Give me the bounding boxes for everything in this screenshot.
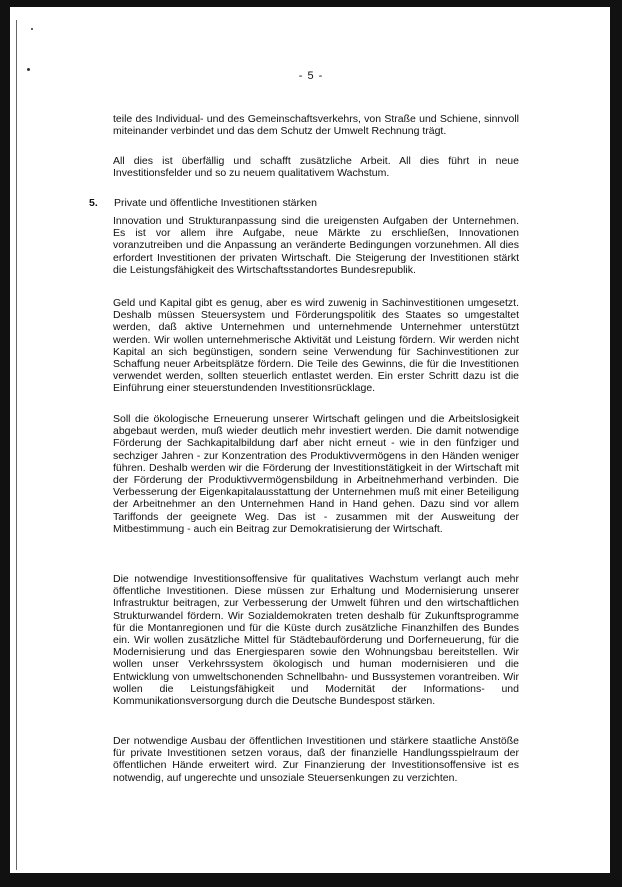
scan-border-top: [0, 0, 622, 7]
section-title: Private und öffentliche Investitionen stärken: [114, 197, 317, 209]
scan-fold-line: [16, 20, 17, 870]
paragraph-text: Der notwendige Ausbau der öffentlichen Investitionen und stärkere staatliche Anstöße für private Investitionen setzen voraus, daß der finanzielle Handlungsspielraum der öffentlichen Hände erweitert wird. Zur Finanzierung der Investitionsoffensive ist es notwendig, auf ungerechte und unsoziale Steuersenkungen zu verzichten.: [113, 735, 519, 784]
paragraph-text: Innovation und Strukturanpassung sind die ureigensten Aufgaben der Unternehmen. Es ist vor allem ihre Aufgabe, neue Märkte zu erschließen, Innovationen voranzutreiben und die Anpassung an veränderte Bedingungen vorzunehmen. All dies erfordert Investitionen der privaten Wirtschaft. Die Steigerung der Investitionen stärkt die Leistungsfähigkeit des Wirtschaftsstandortes Bundesrepublik.: [113, 215, 519, 276]
paragraph-7: [113, 735, 519, 784]
paragraph-1: [113, 113, 519, 137]
paragraph-2: [113, 155, 519, 179]
paragraph-3: [113, 215, 519, 276]
section-heading: [89, 197, 529, 209]
page-number: - 5 -: [298, 70, 324, 82]
paragraph-4: [113, 297, 519, 395]
scan-border-left: [0, 0, 10, 887]
paragraph-6: [113, 573, 519, 707]
paragraph-5: [113, 413, 519, 535]
scan-border-right: [610, 0, 622, 887]
scan-border-bottom: [0, 873, 622, 887]
paragraph-text: teile des Individual- und des Gemeinschaftsverkehrs, von Straße und Schiene, sinnvoll miteinander verbindet und das dem Schutz der Umwelt Rechnung trägt.: [113, 113, 519, 138]
scan-speck: [31, 28, 33, 30]
paragraph-text: Geld und Kapital gibt es genug, aber es wird zuwenig in Sachinvestitionen umgesetzt. Deshalb müssen Steuersystem und Förderungspolitik des Staates so umgestaltet werden, daß aktive Unternehmen und unternehmende Unternehmer unterstützt werden. Wir wollen unternehmerische Aktivität und Leistung fördern. Wir werden nicht Kapital an sich begünstigen, sondern seine Verwendung für Sachinvestitionen zur Schaffung neuer Arbeitsplätze fördern. Die Teile des Gewinns, die für die Investitionen verwendet werden, sollten steuerlich entlastet werden. Ein erster Schritt dazu ist die Einführung einer steuerstundenden Investitionsrücklage.: [113, 297, 519, 395]
paragraph-text: Soll die ökologische Erneuerung unserer Wirtschaft gelingen und die Arbeitslosigkeit abgebaut werden, muß wieder deutlich mehr investiert werden. Die damit notwendige Förderung der Sachkapitalbildung darf aber nicht erneut - wie in den fünfziger und sechziger Jahren - zur Konzentration des Produktivvermögens in den Händen weniger führen. Deshalb werden wir die Förderung der Investitionstätigkeit in der Wirtschaft mit der Förderung der Produktivvermögensbildung in Arbeitnehmerhand verbinden. Die Verbesserung der Eigenkapitalausstattung der Unternehmen muß mit einer Beteiligung der Arbeitnehmer an den Unternehmen Hand in Hand gehen. Dazu sind vor allem Tariffonds der geeignete Weg. Das ist - zusammen mit der Ausweitung der Mitbestimmung - auch ein Beitrag zur Demokratisierung der Wirtschaft.: [113, 413, 519, 535]
paragraph-text: All dies ist überfällig und schafft zusätzliche Arbeit. All dies führt in neue Investitionsfelder und so zu neuem qualitativem Wachstum.: [113, 155, 519, 180]
paragraph-text: Die notwendige Investitionsoffensive für qualitatives Wachstum verlangt auch mehr öffentliche Investitionen. Diese müssen zur Erhaltung und Modernisierung unserer Infrastruktur beitragen, zur Verbesserung der Umwelt führen und den wirtschaftlichen Strukturwandel fördern. Wir Sozialdemokraten treten deshalb für Zukunftsprogramme für die Montanregionen und für die Küste durch zusätzliche Finanzhilfen des Bundes ein. Wir wollen zusätzliche Mittel für Städtebauförderung und Dorferneuerung, für die Modernisierung und das Energiesparen sowie den Wohnungsbau bereitstellen. Wir wollen unser Verkehrssystem ökologisch und human modernisieren und die Entwicklung von umweltschonenden Schnellbahn- und Bussystemen vorantreiben. Wir wollen die Leistungsfähigkeit und Modernität der Informations- und Kommunikationsversorgung durch die Deutsche Bundespost stärken.: [113, 573, 519, 708]
section-number: 5.: [89, 197, 98, 209]
